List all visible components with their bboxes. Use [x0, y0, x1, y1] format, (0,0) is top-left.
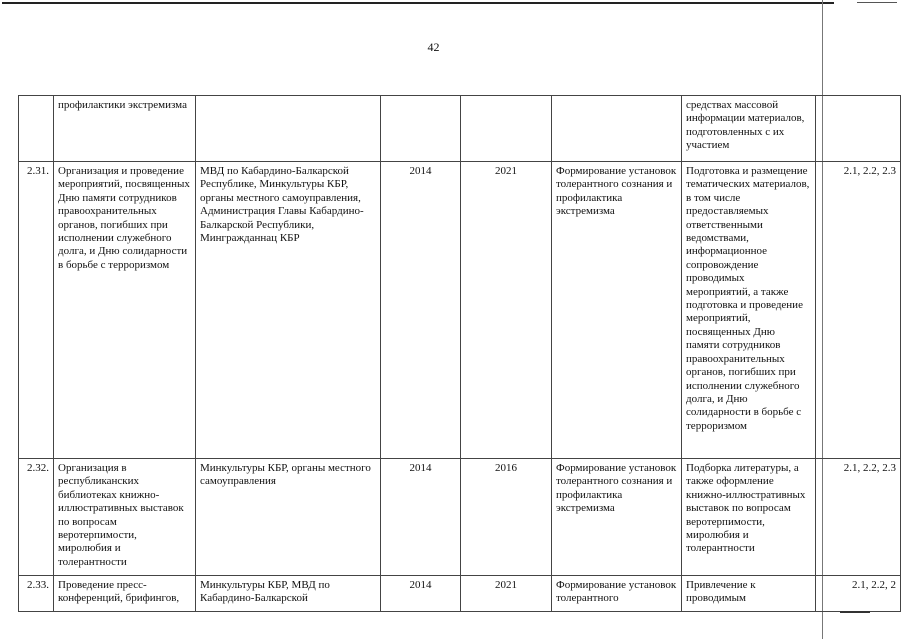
- start-year: [381, 96, 461, 162]
- top-rule-fragment: [857, 2, 897, 3]
- executors: Минкультуры КБР, органы местного самоуправления: [196, 459, 381, 576]
- row-number: 2.33.: [19, 576, 54, 612]
- executors: Минкультуры КБР, МВД по Кабардино-Балкарской: [196, 576, 381, 612]
- content: средствах массовой информации материалов, подготовленных с их участием: [682, 96, 816, 162]
- end-year: 2016: [461, 459, 552, 576]
- measure-name: Организация в республиканских библиотеках книжно-иллюстративных выставок по вопросам веротерпимости, миролюбия и толерантности: [54, 459, 196, 576]
- row-number: [19, 96, 54, 162]
- table-row: [19, 459, 901, 576]
- measure-name: профилактики экстремизма: [54, 96, 196, 162]
- measure-name: Организация и проведение мероприятий, посвященных Дню памяти сотрудников правоохранительных органов, погибших при исполнении служебного долга, и Дню солидарности в борьбе с терроризмом: [54, 162, 196, 459]
- goal: Формирование установок толерантного сознания и профилактика экстремизма: [552, 162, 682, 459]
- page-number: 42: [427, 40, 440, 54]
- references: 2.1, 2.2, 2.3: [816, 459, 901, 576]
- executors: МВД по Кабардино-Балкарской Республике, Минкультуры КБР, органы местного самоуправления, Администрация Главы Кабардино-Балкарской Республики, Мингражданнац КБР: [196, 162, 381, 459]
- end-year: 2021: [461, 162, 552, 459]
- row-number: 2.31.: [19, 162, 54, 459]
- references: 2.1, 2.2, 2: [816, 576, 901, 612]
- content: Подготовка и размещение тематических материалов, в том числе предоставляемых ответственными ведомствами, информационное сопровождение проводимых мероприятий, а также подготовка и проведение мероприятий, посвященных Дню памяти сотрудников правоохранительных органов, погибших при исполнении служебного долга, и Дню солидарности в борьбе с терроризмом: [682, 162, 816, 459]
- content: Подборка литературы, а также оформление книжно-иллюстративных выставок по вопросам веротерпимости, миролюбия и толерантности: [682, 459, 816, 576]
- references: 2.1, 2.2, 2.3: [816, 162, 901, 459]
- row-number: 2.32.: [19, 459, 54, 576]
- bottom-edge-mark: [840, 611, 870, 613]
- start-year: 2014: [381, 576, 461, 612]
- end-year: [461, 96, 552, 162]
- measures-table: [18, 95, 901, 612]
- start-year: 2014: [381, 162, 461, 459]
- references: [816, 96, 901, 162]
- goal: Формирование установок толерантного: [552, 576, 682, 612]
- table-row: [19, 96, 901, 162]
- table-row: [19, 576, 901, 612]
- measure-name: Проведение пресс-конференций, брифингов,: [54, 576, 196, 612]
- top-rule: [2, 2, 834, 4]
- executors: [196, 96, 381, 162]
- start-year: 2014: [381, 459, 461, 576]
- goal: Формирование установок толерантного сознания и профилактика экстремизма: [552, 459, 682, 576]
- content: Привлечение к проводимым: [682, 576, 816, 612]
- goal: [552, 96, 682, 162]
- table-row: [19, 162, 901, 459]
- end-year: 2021: [461, 576, 552, 612]
